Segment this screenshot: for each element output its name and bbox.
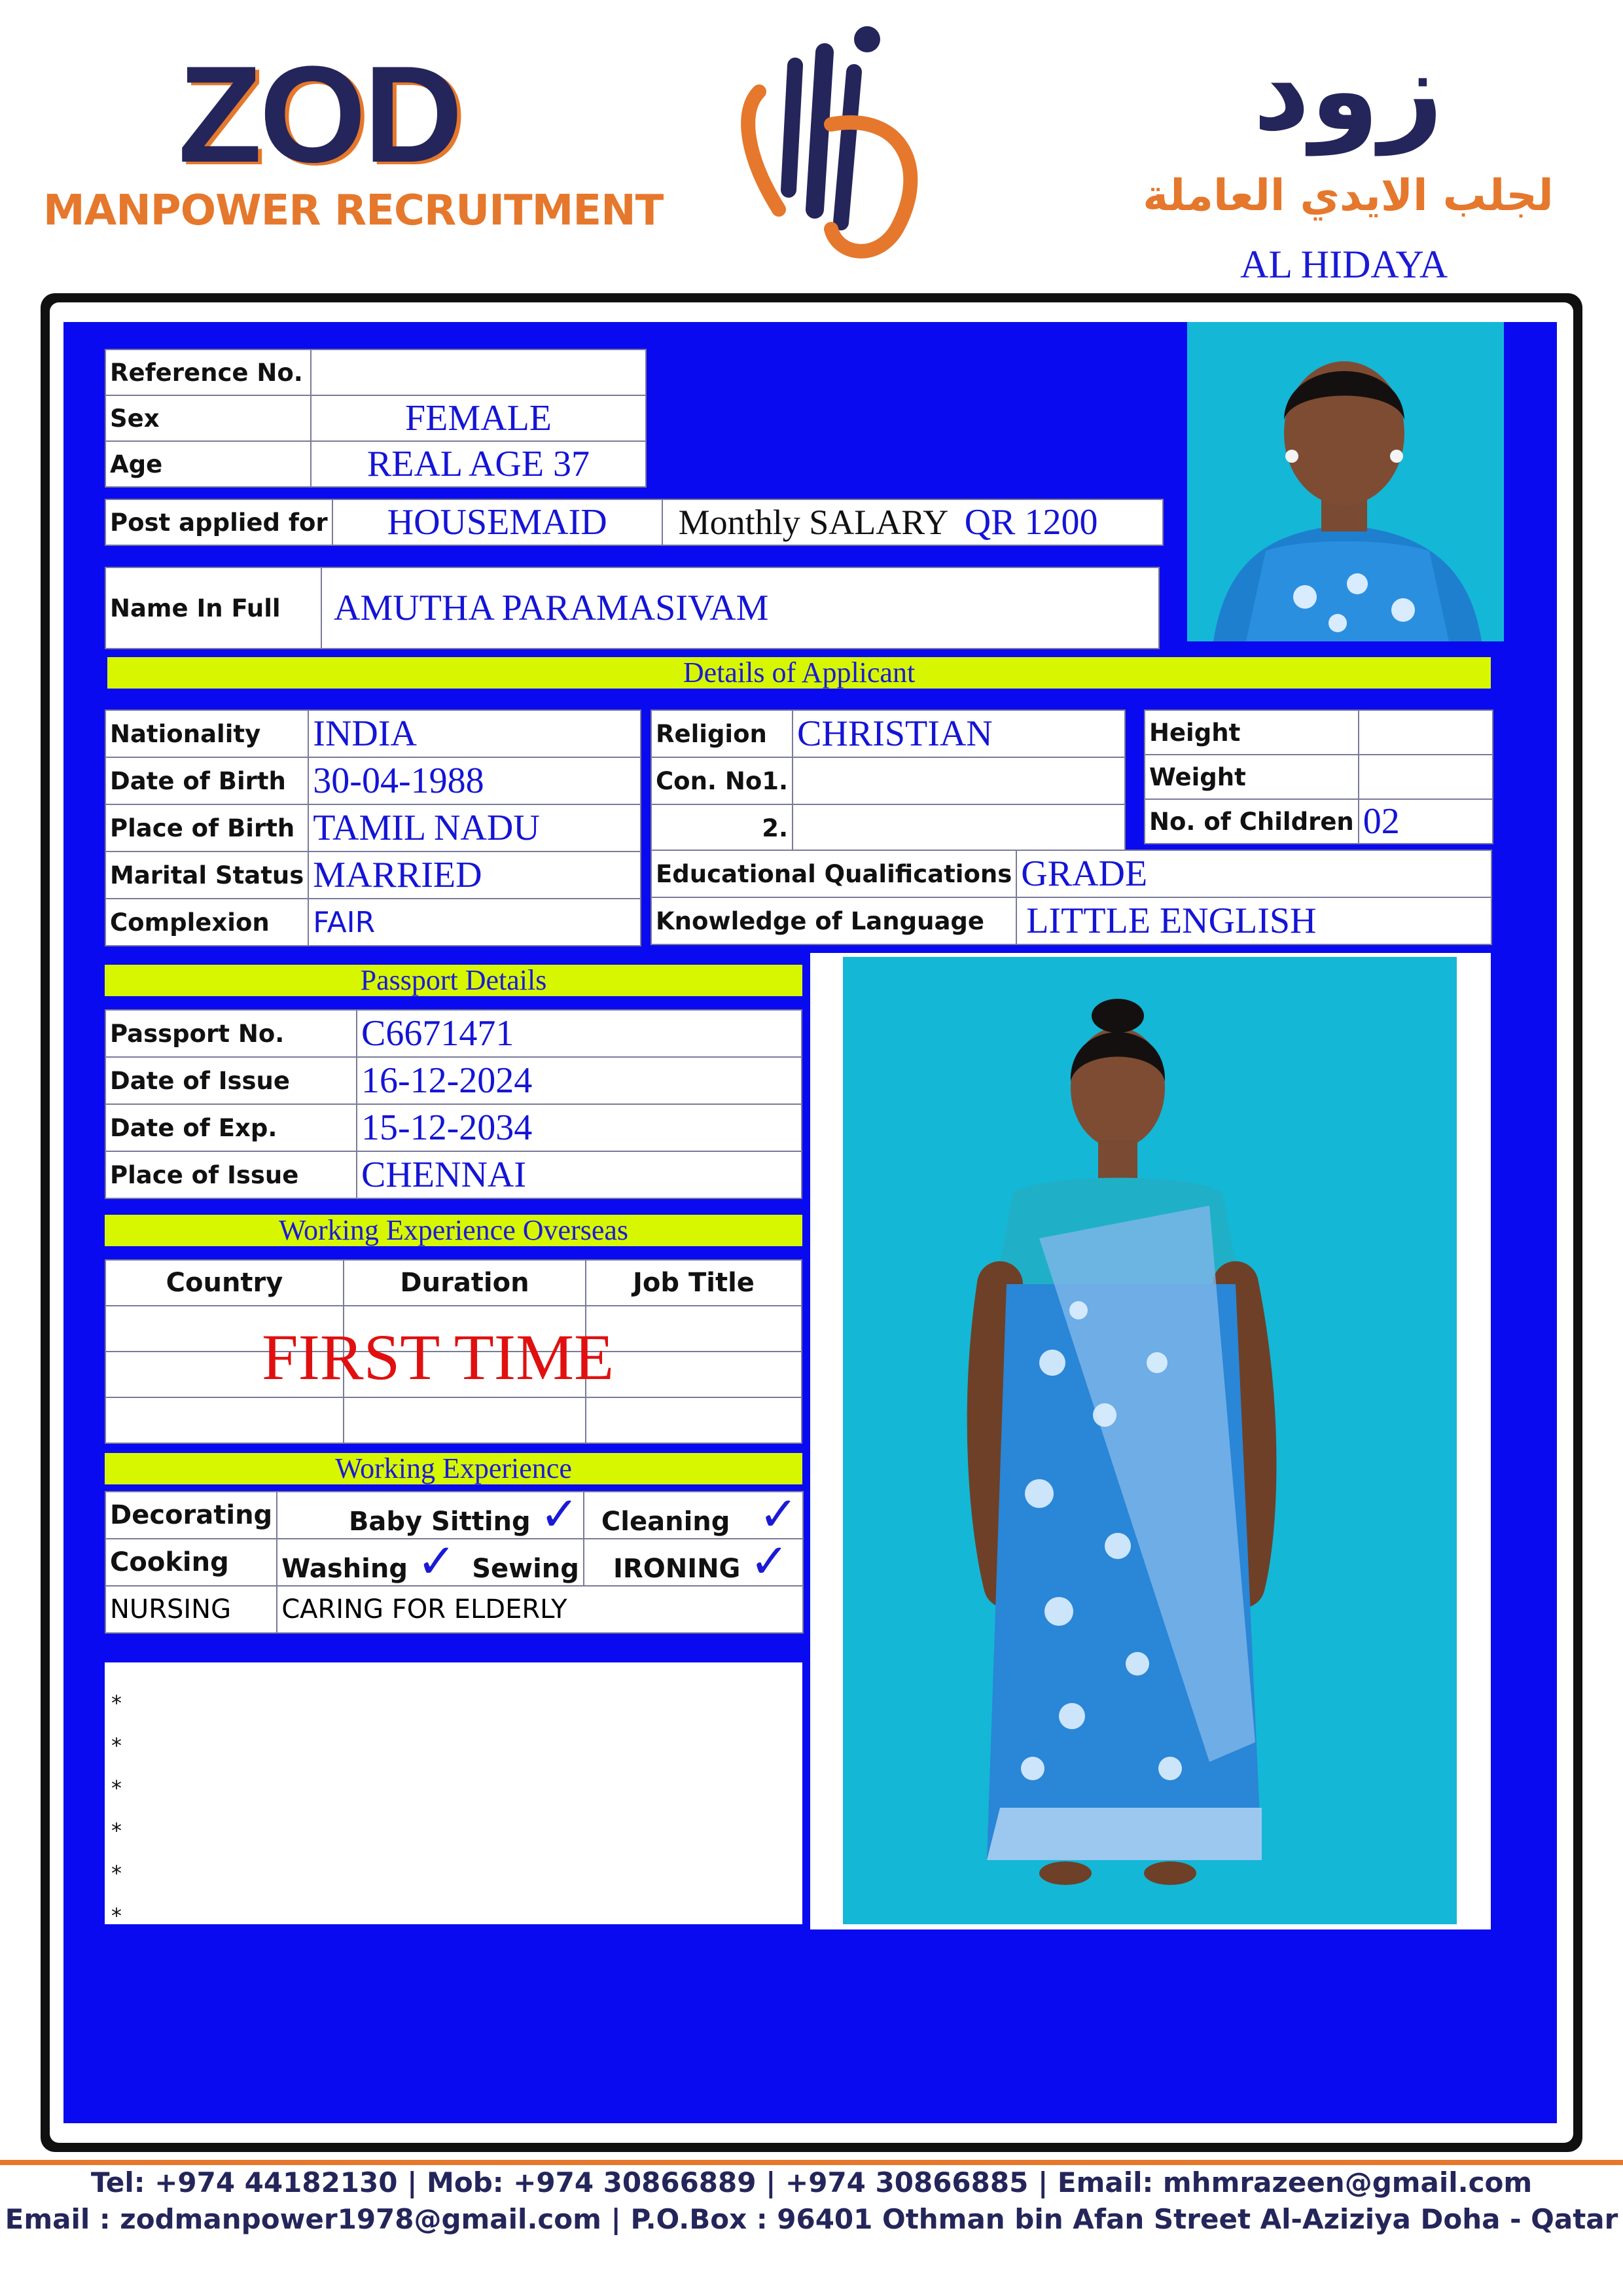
details-left-table xyxy=(105,709,641,946)
salary-label: Monthly SALARY xyxy=(678,503,949,542)
sex-label: Sex xyxy=(105,395,311,441)
name-table xyxy=(105,567,1160,649)
duration-header: Duration xyxy=(344,1260,586,1306)
arabic-brand: زود xyxy=(1253,26,1444,156)
religion-table xyxy=(651,709,1126,852)
issue-date-label: Date of Issue xyxy=(105,1057,357,1104)
cleaning-check-icon: ✓ xyxy=(758,1492,798,1539)
physical-table xyxy=(1144,709,1493,844)
post-label: Post applied for xyxy=(105,499,332,545)
age-value: REAL AGE 37 xyxy=(311,441,646,487)
nationality-label: Nationality xyxy=(105,710,308,757)
education-label: Educational Qualifications xyxy=(651,850,1016,897)
footer-contact-line1: Tel: +974 44182130 | Mob: +974 30866889 | +974 30866885 | Email: mhmrazeen@gmail.com xyxy=(90,2166,1533,2198)
note-bullet: * xyxy=(111,1733,122,1758)
con1-label: Con. No1. xyxy=(651,757,793,804)
name-value: AMUTHA PARAMASIVAM xyxy=(321,567,1159,649)
note-bullet: * xyxy=(111,1861,122,1886)
dob-value: 30-04-1988 xyxy=(308,757,641,804)
baby-sitting-label: Baby Sitting xyxy=(348,1506,531,1537)
company-logo xyxy=(733,13,929,262)
con1-value xyxy=(793,757,1125,804)
note-bullet: * xyxy=(111,1691,122,1715)
pob-value: TAMIL NADU xyxy=(308,804,641,852)
complexion-label: Complexion xyxy=(105,899,308,946)
notes-box xyxy=(105,1662,802,1928)
overseas-heading: Working Experience Overseas xyxy=(105,1215,802,1246)
ironing-check-icon: ✓ xyxy=(749,1539,789,1586)
exp-date-label: Date of Exp. xyxy=(105,1104,357,1151)
baby-sitting-check-icon: ✓ xyxy=(539,1492,579,1539)
reference-label: Reference No. xyxy=(105,350,311,395)
children-label: No. of Children xyxy=(1145,799,1359,844)
zod-brand: ZOD xyxy=(178,37,461,191)
issue-date-value: 16-12-2024 xyxy=(357,1057,802,1104)
age-label: Age xyxy=(105,441,311,487)
reference-value xyxy=(311,350,646,395)
name-label: Name In Full xyxy=(105,567,321,649)
con2-label: 2. xyxy=(651,804,793,852)
pob-label: Place of Birth xyxy=(105,804,308,852)
cleaning-label: Cleaning xyxy=(601,1506,730,1537)
first-time-note: FIRST TIME xyxy=(262,1321,615,1393)
religion-label: Religion xyxy=(651,710,793,757)
education-value: GRADE xyxy=(1016,850,1491,897)
al-hidaya: AL HIDAYA xyxy=(1240,243,1448,286)
marital-label: Marital Status xyxy=(105,852,308,899)
religion-value: CHRISTIAN xyxy=(793,710,1125,757)
note-bullet: * xyxy=(111,1818,122,1843)
exp-date-value: 15-12-2034 xyxy=(357,1104,802,1151)
dob-label: Date of Birth xyxy=(105,757,308,804)
washing-label: Washing xyxy=(281,1553,408,1584)
place-issue-label: Place of Issue xyxy=(105,1151,357,1198)
tagline: MANPOWER RECRUITMENT xyxy=(43,187,664,235)
country-header: Country xyxy=(105,1260,344,1306)
post-value: HOUSEMAID xyxy=(332,499,662,545)
con2-value xyxy=(793,804,1125,852)
note-bullet: * xyxy=(111,1903,122,1928)
passport-no-value: C6671471 xyxy=(357,1010,802,1057)
height-value xyxy=(1359,710,1493,755)
footer-contact-line2: Email : zodmanpower1978@gmail.com | P.O.Box : 96401 Othman bin Afan Street Al-Aziziya Doha - Qatar xyxy=(5,2203,1618,2235)
post-table xyxy=(105,499,1164,546)
passport-heading: Passport Details xyxy=(105,965,802,996)
arabic-tagline: لجلب الايدي العاملة xyxy=(1143,170,1554,221)
decorating-label: Decorating xyxy=(105,1492,277,1539)
note-bullet: * xyxy=(111,1776,122,1801)
washing-check-icon: ✓ xyxy=(416,1539,457,1586)
children-value: 02 xyxy=(1359,799,1493,844)
cooking-label: Cooking xyxy=(105,1539,277,1586)
experience-table xyxy=(105,1491,804,1634)
nationality-value: INDIA xyxy=(308,710,641,757)
caring-label: CARING FOR ELDERLY xyxy=(277,1586,802,1633)
sewing-label: Sewing xyxy=(472,1553,579,1584)
weight-label: Weight xyxy=(1145,755,1359,799)
place-issue-value: CHENNAI xyxy=(357,1151,802,1198)
language-label: Knowledge of Language xyxy=(651,897,1016,944)
language-value: LITTLE ENGLISH xyxy=(1016,897,1491,944)
marital-value: MARRIED xyxy=(308,852,641,899)
job-title-header: Job Title xyxy=(586,1260,802,1306)
passport-no-label: Passport No. xyxy=(105,1010,357,1057)
height-label: Height xyxy=(1145,710,1359,755)
education-table xyxy=(651,850,1492,945)
weight-value xyxy=(1359,755,1493,799)
passport-photo xyxy=(1187,322,1504,641)
experience-heading: Working Experience xyxy=(105,1453,802,1484)
details-heading: Details of Applicant xyxy=(107,657,1491,689)
passport-table xyxy=(105,1009,802,1199)
footer-divider xyxy=(0,2160,1623,2165)
sex-value: FEMALE xyxy=(311,395,646,441)
basic-info-table xyxy=(105,349,647,488)
full-body-photo xyxy=(843,957,1457,1924)
complexion-value: FAIR xyxy=(308,899,641,946)
nursing-label: NURSING xyxy=(105,1586,277,1633)
salary-value: QR 1200 xyxy=(964,502,1098,543)
ironing-label: IRONING xyxy=(613,1553,741,1584)
